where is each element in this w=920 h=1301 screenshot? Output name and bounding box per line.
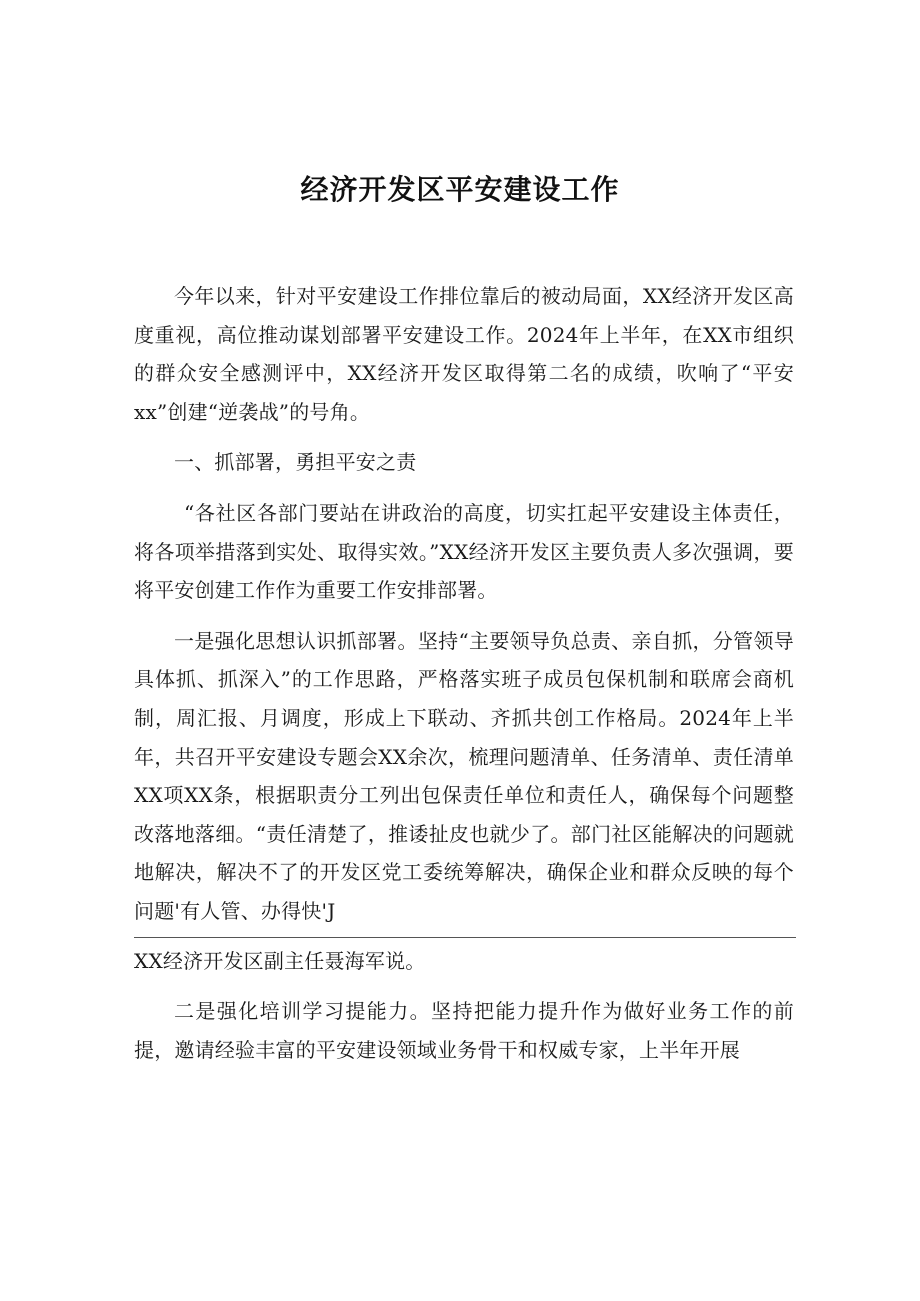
paragraph-attribution: XX经济开发区副主任聂海军说。	[134, 948, 426, 973]
document-title: 经济开发区平安建设工作	[300, 173, 620, 206]
paragraph-intro: 今年以来，针对平安建设工作排位靠后的被动局面，XX经济开发区高度重视，高位推动谋划部署平安建设工作。2024年上半年，在XX市组织的群众安全感测评中，XX经济开发区取得第二名的成绩，吹响了“平安xx”创建“逆袭战”的号角。	[134, 284, 794, 424]
paragraph-quote: “各社区各部门要站在讲政治的高度，切实扛起平安建设主体责任，将各项举措落到实处、取得实效。”XX经济开发区主要负责人多次强调，要将平安创建工作作为重要工作安排部署。	[134, 500, 794, 603]
paragraph-point-1: 一是强化思想认识抓部署。坚持“主要领导负总责、亲自抓，分管领导具体抓、抓深入”的工作思路，严格落实班子成员包保机制和联席会商机制，周汇报、月调度，形成上下联动、齐抓共创工作格局。2024年上半年，共召开平安建设专题会XX余次，梳理问题清单、任务清单、责任清单XX项XX条，根据职责分工列出包保责任单位和责任人，确保每个问题整改落地落细。“责任清楚了，推诿扯皮也就少了。部门社区能解决的问题就地解决，解决不了的开发区党工委统筹解决，确保企业和群众反映的每个问题'有人管、办得快'J	[134, 628, 794, 923]
horizontal-divider	[134, 937, 796, 938]
paragraph-point-2: 二是强化培训学习提能力。坚持把能力提升作为做好业务工作的前提，邀请经验丰富的平安建设领域业务骨干和权威专家，上半年开展	[134, 999, 794, 1062]
document-body	[134, 277, 794, 1069]
section-heading-1: 一、抓部署，勇担平安之责	[174, 450, 417, 475]
